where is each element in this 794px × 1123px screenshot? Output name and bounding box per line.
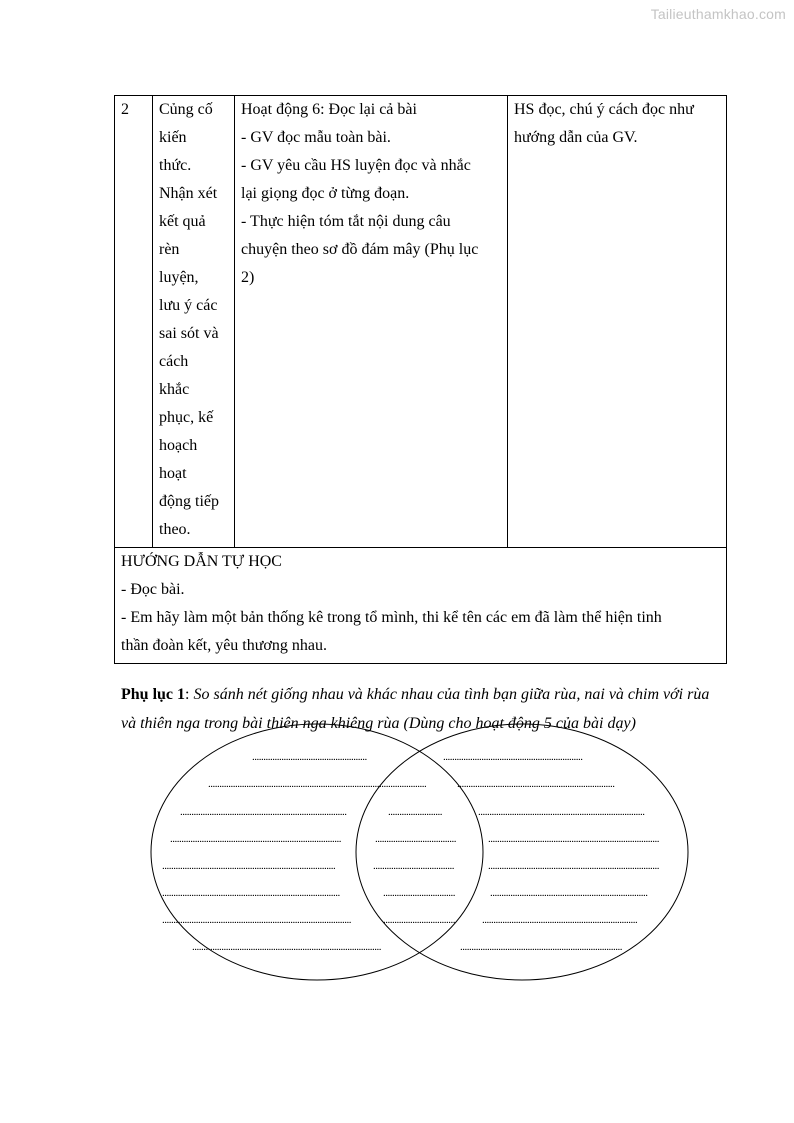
- self-study-heading: HƯỚNG DẪN TỰ HỌC: [121, 553, 282, 570]
- dotted-answer-line: ............................................................................: [488, 860, 659, 872]
- goal-line: Củng cố: [159, 101, 213, 118]
- self-study-line: - Em hãy làm một bản thống kê trong tổ mình, thi kể tên các em đã làm thể hiện tinh: [121, 609, 662, 626]
- goal-line: kiến: [159, 129, 187, 146]
- teacher-line: 2): [241, 269, 255, 286]
- goal-line: khắc: [159, 381, 190, 398]
- goal-line: thức.: [159, 157, 192, 174]
- goal-line: động tiếp: [159, 493, 219, 510]
- goal-line: Nhận xét: [159, 185, 218, 202]
- dotted-answer-line: .............................................................................: [162, 860, 336, 872]
- dotted-answer-line: ................................: [383, 887, 455, 899]
- dotted-answer-line: .................................................................................................: [208, 778, 427, 790]
- dotted-answer-line: ..........................................................................: [478, 806, 645, 818]
- goal-line: cách: [159, 353, 189, 370]
- teacher-line: chuyện theo sơ đồ đám mây (Phụ lục: [241, 241, 479, 258]
- self-study-line: thần đoàn kết, yêu thương nhau.: [121, 637, 327, 654]
- dotted-answer-line: ....................................: [373, 860, 454, 872]
- student-line: hướng dẫn của GV.: [514, 129, 638, 146]
- goal-line: hoạt: [159, 465, 187, 482]
- appendix-colon: :: [185, 686, 194, 703]
- dotted-answer-line: ............................................................................: [170, 833, 341, 845]
- goal-line: theo.: [159, 521, 191, 538]
- teacher-line: Hoạt động 6: Đọc lại cả bài: [241, 101, 417, 118]
- dotted-answer-line: ........................: [388, 806, 442, 818]
- dotted-answer-line: .....................................................................: [482, 914, 638, 926]
- watermark: Tailieuthamkhao.com: [650, 6, 786, 22]
- dotted-answer-line: ..............................................................: [443, 751, 583, 763]
- dotted-answer-line: ....................................: [375, 833, 456, 845]
- teacher-line: - GV yêu cầu HS luyện đọc và nhắc: [241, 157, 471, 174]
- teacher-line: - Thực hiện tóm tắt nội dung câu: [241, 213, 451, 230]
- dotted-answer-line: ............................................................................: [488, 833, 659, 845]
- goal-line: luyện,: [159, 269, 199, 286]
- dotted-answer-line: ......................................................................: [490, 887, 648, 899]
- teacher-line: - GV đọc mẫu toàn bài.: [241, 129, 391, 146]
- dotted-answer-line: ........................................................................: [460, 941, 622, 953]
- dotted-answer-line: ....................................................................................: [162, 914, 351, 926]
- dotted-answer-line: ...............................................................................: [162, 887, 340, 899]
- appendix-description: So sánh nét giống nhau và khác nhau của tình bạn giữa rùa, nai và chim với rùa và thiên nga trong bài thiên nga khiêng rùa (Dùng cho hoạt động 5 của bài dạy): [121, 686, 710, 732]
- dotted-answer-line: ......................................................................: [457, 778, 615, 790]
- goal-line: sai sót và: [159, 325, 219, 342]
- dotted-answer-line: ..........................................................................: [180, 806, 347, 818]
- goal-line: kết quả: [159, 213, 206, 230]
- goal-line: rèn: [159, 241, 180, 258]
- student-line: HS đọc, chú ý cách đọc như: [514, 101, 694, 118]
- goal-line: hoạch: [159, 437, 198, 454]
- dotted-answer-line: ...................................................: [252, 751, 367, 763]
- dotted-answer-line: ................................: [383, 914, 455, 926]
- self-study-line: - Đọc bài.: [121, 581, 185, 598]
- teacher-line: lại giọng đọc ở từng đoạn.: [241, 185, 410, 202]
- appendix-label: Phụ lục 1: [121, 686, 186, 703]
- goal-line: lưu ý các: [159, 297, 218, 314]
- goal-line: phục, kế: [159, 409, 214, 426]
- dotted-answer-line: ....................................................................................: [192, 941, 381, 953]
- row-number: 2: [121, 101, 129, 118]
